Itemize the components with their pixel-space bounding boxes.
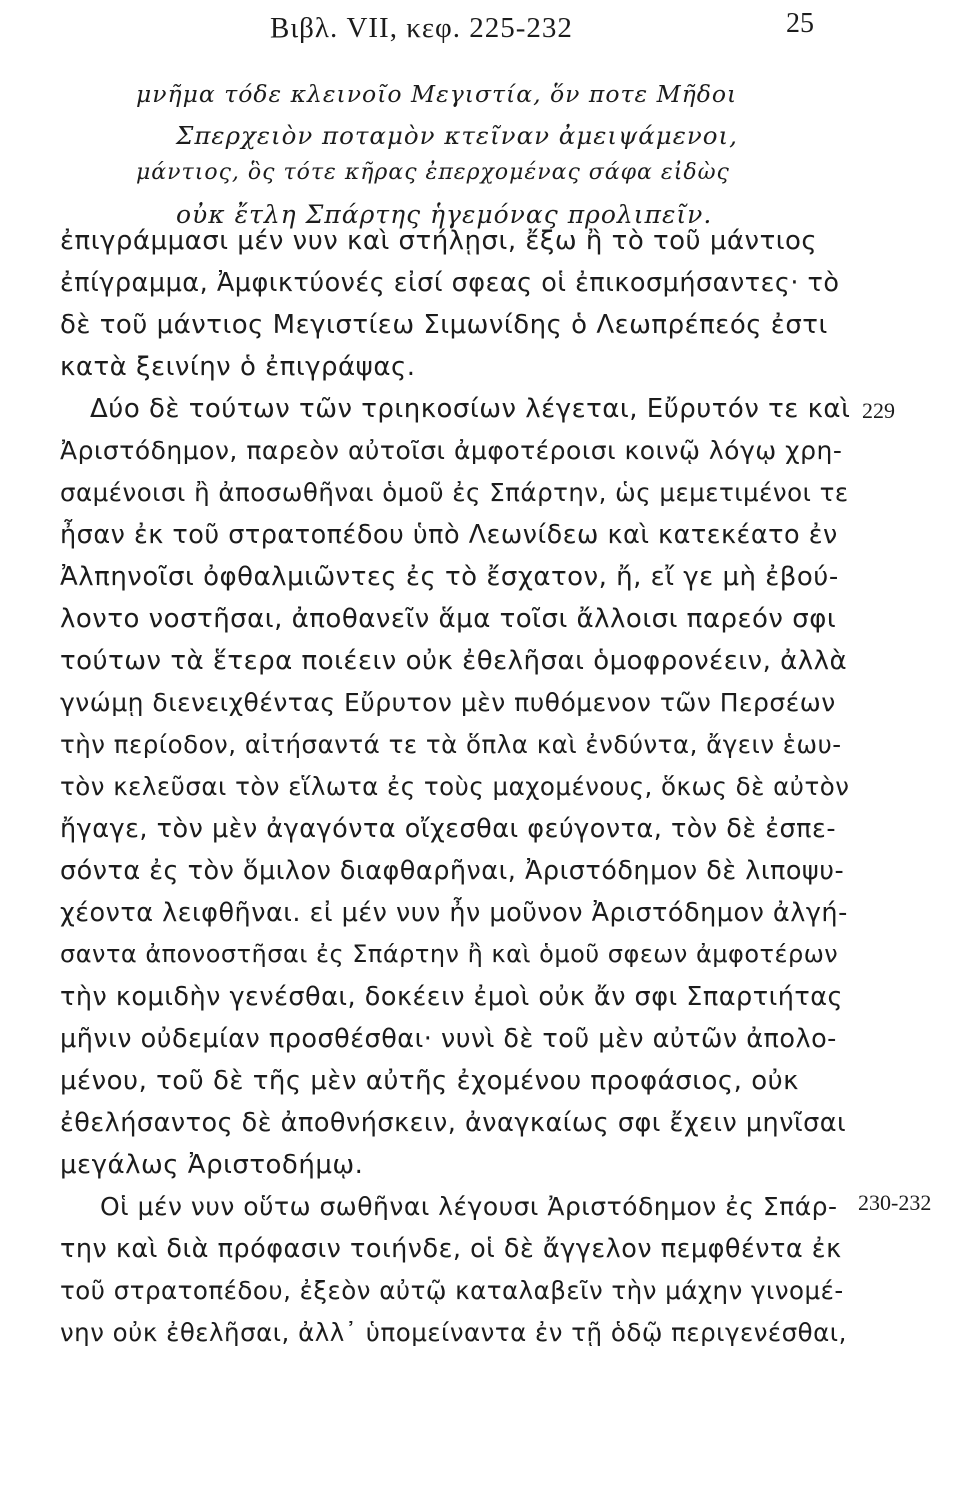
text-line: ἐπίγραμμα, Ἀμφικτύονές εἰσί σφεας οἱ ἐπικοσμήσαντες· τὸ (60, 268, 840, 298)
text-line: Οἱ μέν νυν οὕτω σωθῆναι λέγουσι Ἀριστόδημον ἐς Σπάρ- (100, 1192, 838, 1221)
text-line: ἐπιγράμμασι μέν νυν καὶ στήλῃσι, ἔξω ἢ τὸ τοῦ μάντιος (60, 226, 818, 256)
text-line: τούτων τὰ ἕτερα ποιέειν οὐκ ἐθελῆσαι ὁμοφρονέειν, ἀλλὰ (60, 646, 848, 676)
text-line: μεγάλως Ἀριστοδήμῳ. (60, 1150, 364, 1180)
text-line: σαντα ἀπονοστῆσαι ἐς Σπάρτην ἢ καὶ ὁμοῦ σφεων ἀμφοτέρων (60, 940, 839, 968)
margin-chapter-ref: 229 (862, 398, 895, 423)
running-head: Βιβλ. VII, κεφ. 225-232 (270, 12, 573, 44)
epigram-line: οὐκ ἔτλη Σπάρτης ἡγεμόνας προλιπεῖν. (176, 200, 713, 229)
text-line: ἤγαγε, τὸν μὲν ἀγαγόντα οἴχεσθαι φεύγοντα, τὸν δὲ ἐσπε- (60, 814, 837, 844)
text-line: χέοντα λειφθῆναι. εἰ μέν νυν ἦν μοῦνον Ἀριστόδημον ἀλγή- (60, 898, 848, 928)
text-line: τὴν κομιδὴν γενέσθαι, δοκέειν ἐμοὶ οὐκ ἄν σφι Σπαρτιήτας (60, 982, 843, 1012)
text-line: μένου, τοῦ δὲ τῆς μὲν αὐτῆς ἐχομένου προφάσιος, οὐκ (60, 1066, 799, 1096)
text-line: τοῦ στρατοπέδου, ἐξεὸν αὐτῷ καταλαβεῖν τὴν μάχην γινομέ- (60, 1276, 844, 1305)
text-line: λοντο νοστῆσαι, ἀποθανεῖν ἅμα τοῖσι ἄλλοισι παρεόν σφι (60, 604, 837, 634)
text-line: δὲ τοῦ μάντιος Μεγιστίεω Σιμωνίδης ὁ Λεωπρέπεός ἐστι (60, 310, 828, 340)
page-number: 25 (786, 8, 814, 39)
text-line: νην οὐκ ἐθελῆσαι, ἀλλ᾽ ὑπομείναντα ἐν τῇ ὁδῷ περιγενέσθαι, (60, 1318, 847, 1347)
text-line: τὸν κελεῦσαι τὸν εἵλωτα ἐς τοὺς μαχομένους, ὅκως δὲ αὐτὸν (60, 772, 850, 801)
epigram-line: Σπερχειὸν ποταμὸν κτεῖναν ἀμειψάμενοι, (176, 121, 738, 150)
text-line: κατὰ ξεινίην ὁ ἐπιγράψας. (60, 352, 416, 382)
text-line: γνώμῃ διενειχθέντας Εὔρυτον μὲν πυθόμενον τῶν Περσέων (60, 688, 836, 717)
text-line: ἦσαν ἐκ τοῦ στρατοπέδου ὑπὸ Λεωνίδεω καὶ κατεκέατο ἐν (60, 520, 838, 550)
text-line: Δύο δὲ τούτων τῶν τριηκοσίων λέγεται, Εὔρυτόν τε καὶ (90, 394, 851, 424)
text-line: Ἀλπηνοῖσι ὀφθαλμιῶντες ἐς τὸ ἔσχατον, ἤ, εἴ γε μὴ ἐβού- (60, 562, 839, 592)
text-line: Ἀριστόδημον, παρεὸν αὐτοῖσι ἀμφοτέροισι κοινῷ λόγῳ χρη- (60, 436, 843, 465)
text-line: σόντα ἐς τὸν ὅμιλον διαφθαρῆναι, Ἀριστόδημον δὲ λιποψυ- (60, 856, 845, 886)
text-line: την καὶ διὰ πρόφασιν τοιήνδε, οἱ δὲ ἄγγελον πεμφθέντα ἐκ (60, 1234, 842, 1264)
text-line: ἐθελήσαντος δὲ ἀποθνήσκειν, ἀναγκαίως σφι ἔχειν μηνῖσαι (60, 1108, 847, 1138)
epigram-line: μάντιος, ὃς τότε κῆρας ἐπερχομένας σάφα εἰδὼς (136, 160, 730, 185)
text-line: σαμένοισι ἢ ἀποσωθῆναι ὁμοῦ ἐς Σπάρτην, ὡς μεμετιμένοι τε (60, 478, 849, 507)
margin-chapter-ref: 230-232 (858, 1190, 932, 1215)
text-line: τὴν περίοδον, αἰτήσαντά τε τὰ ὅπλα καὶ ἐνδύντα, ἄγειν ἑωυ- (60, 730, 842, 759)
text-line: μῆνιν οὐδεμίαν προσθέσθαι· νυνὶ δὲ τοῦ μὲν αὐτῶν ἀπολο- (60, 1024, 837, 1054)
epigram-line: μνῆμα τόδε κλεινοῖο Μεγιστία, ὅν ποτε Μῆδοι (136, 80, 738, 108)
